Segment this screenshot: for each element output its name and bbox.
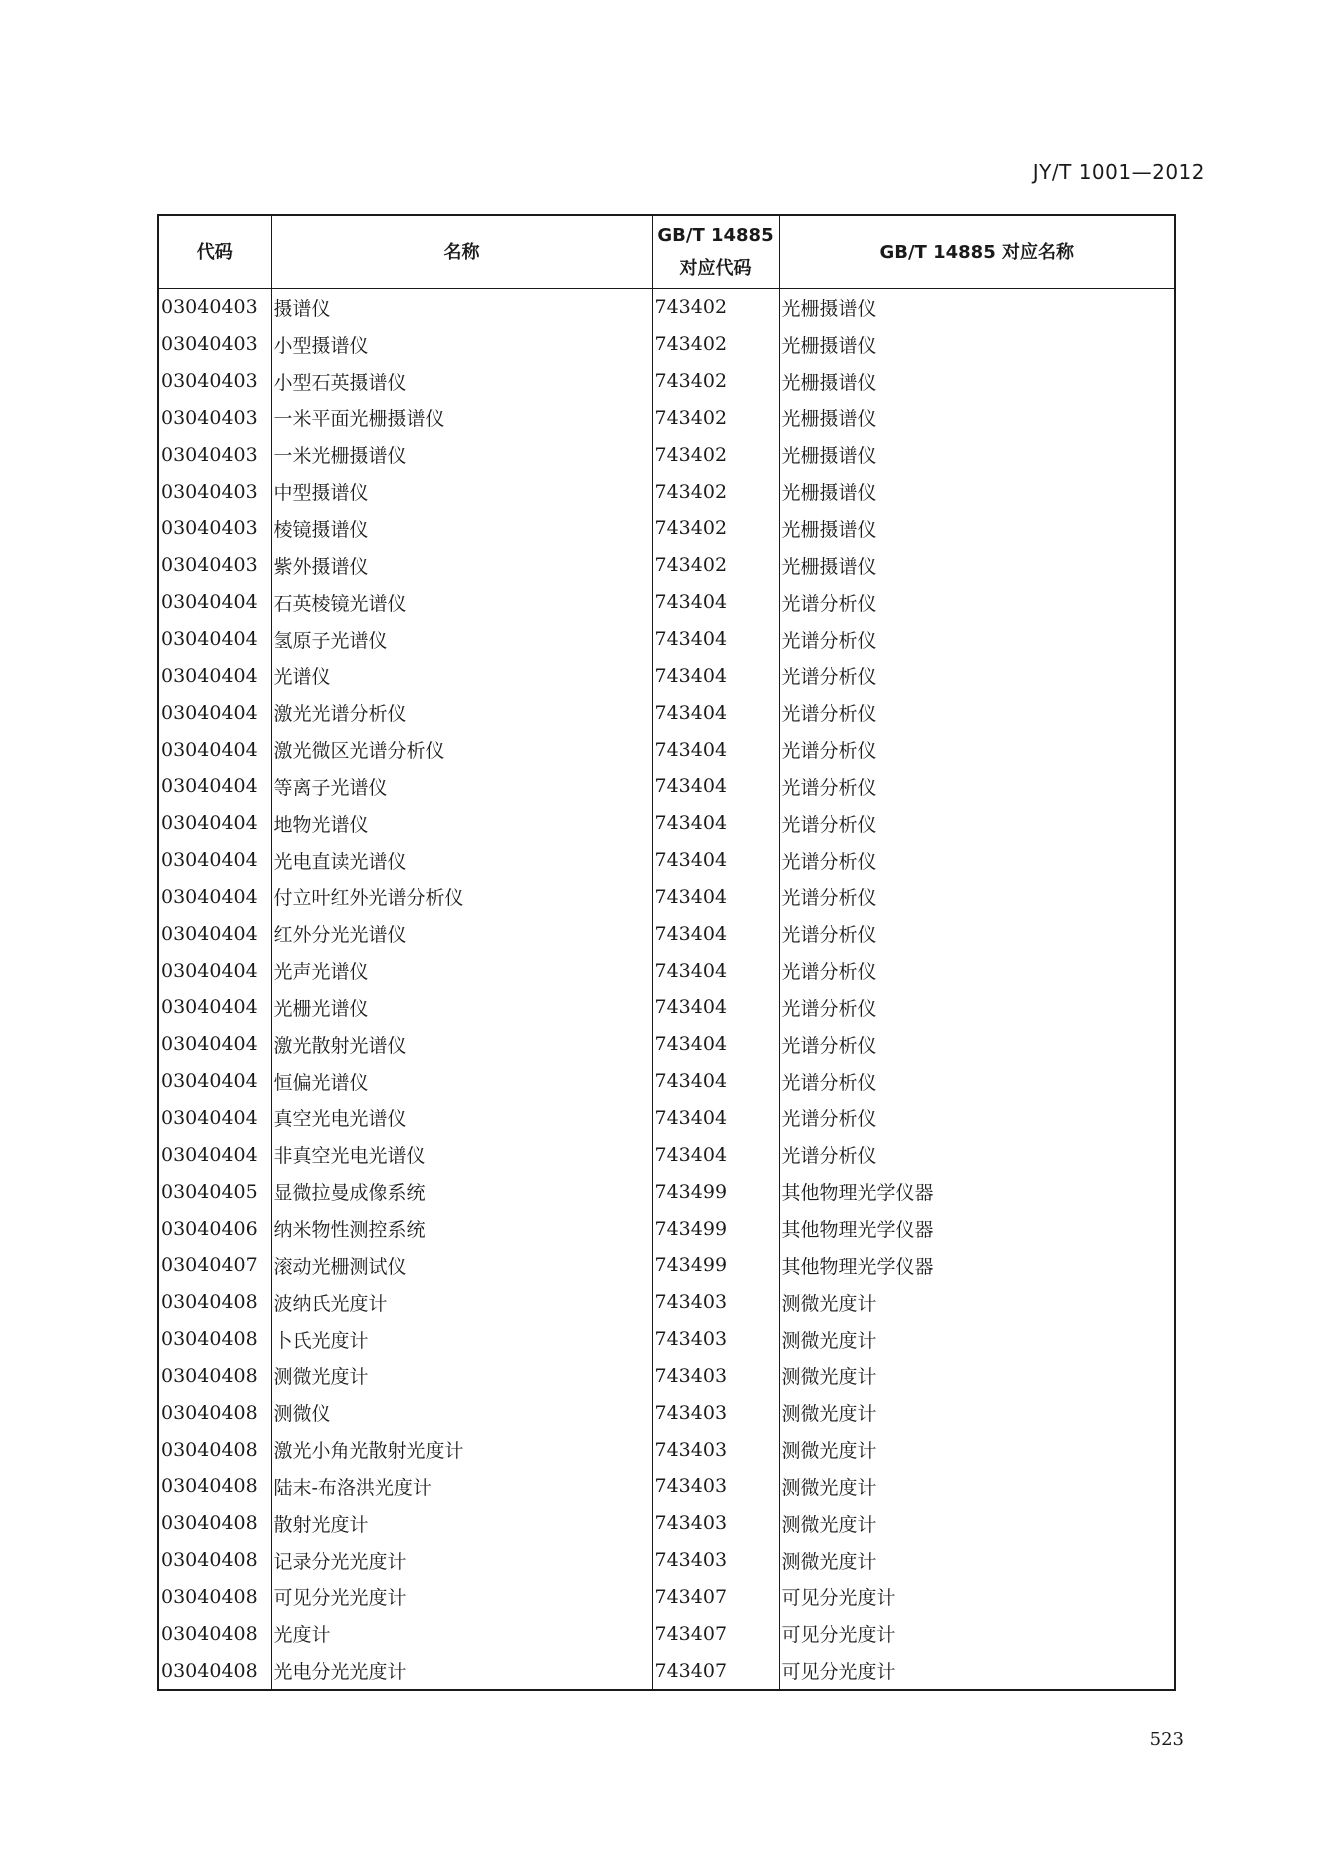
cell-gb-code: 743402 [652,436,779,473]
cell-name: 光电直读光谱仪 [271,842,652,879]
table-body [158,289,1175,1691]
cell-gb-code: 743403 [652,1468,779,1505]
cell-name: 紫外摄谱仪 [271,547,652,584]
cell-code: 03040404 [158,657,271,694]
cell-name: 付立叶红外光谱分析仪 [271,879,652,916]
cell-gb-code: 743404 [652,952,779,989]
table-row [158,363,1175,400]
table-row [158,1652,1175,1690]
cell-gb-name: 光谱分析仪 [779,584,1175,621]
table-row [158,1505,1175,1542]
cell-name: 激光微区光谱分析仪 [271,731,652,768]
cell-code: 03040404 [158,989,271,1026]
cell-gb-name: 测微光度计 [779,1284,1175,1321]
table-row [158,1615,1175,1652]
table-header-row [158,215,1175,289]
cell-code: 03040403 [158,547,271,584]
cell-gb-name: 光谱分析仪 [779,952,1175,989]
cell-gb-code: 743404 [652,989,779,1026]
cell-name: 测微仪 [271,1394,652,1431]
cell-code: 03040408 [158,1542,271,1579]
cell-code: 03040408 [158,1579,271,1616]
cell-gb-code: 743404 [652,768,779,805]
cell-gb-code: 743404 [652,1100,779,1137]
cell-code: 03040403 [158,510,271,547]
cell-gb-code: 743407 [652,1615,779,1652]
cell-gb-name: 测微光度计 [779,1505,1175,1542]
cell-code: 03040408 [158,1652,271,1690]
cell-name: 激光散射光谱仪 [271,1026,652,1063]
cell-gb-name: 光谱分析仪 [779,768,1175,805]
cell-gb-code: 743403 [652,1431,779,1468]
cell-gb-code: 743403 [652,1321,779,1358]
cell-name: 测微光度计 [271,1357,652,1394]
cell-name: 氢原子光谱仪 [271,621,652,658]
cell-gb-code: 743403 [652,1284,779,1321]
cell-gb-code: 743404 [652,879,779,916]
table-row [158,1431,1175,1468]
cell-gb-name: 光谱分析仪 [779,915,1175,952]
table-row [158,1357,1175,1394]
cell-name: 波纳氏光度计 [271,1284,652,1321]
header-gb-name: GB/T 14885 对应名称 [779,215,1175,289]
table-row [158,657,1175,694]
cell-gb-name: 光谱分析仪 [779,1026,1175,1063]
cell-code: 03040403 [158,289,271,326]
table-row [158,694,1175,731]
cell-gb-code: 743402 [652,400,779,437]
cell-name: 棱镜摄谱仪 [271,510,652,547]
table-row [158,1542,1175,1579]
cell-gb-code: 743404 [652,1063,779,1100]
cell-gb-code: 743404 [652,621,779,658]
cell-name: 光栅光谱仪 [271,989,652,1026]
cell-gb-name: 其他物理光学仪器 [779,1210,1175,1247]
table-row [158,547,1175,584]
cell-code: 03040406 [158,1210,271,1247]
table-row [158,584,1175,621]
cell-gb-name: 测微光度计 [779,1394,1175,1431]
cell-name: 散射光度计 [271,1505,652,1542]
cell-gb-code: 743402 [652,289,779,326]
cell-code: 03040404 [158,915,271,952]
cell-name: 显微拉曼成像系统 [271,1173,652,1210]
cell-gb-name: 光栅摄谱仪 [779,473,1175,510]
cell-name: 非真空光电光谱仪 [271,1136,652,1173]
table-row [158,326,1175,363]
cell-gb-code: 743403 [652,1505,779,1542]
cell-gb-code: 743407 [652,1652,779,1690]
cell-name: 石英棱镜光谱仪 [271,584,652,621]
cell-gb-code: 743404 [652,805,779,842]
table-row [158,1100,1175,1137]
cell-gb-name: 光栅摄谱仪 [779,289,1175,326]
cell-code: 03040404 [158,1136,271,1173]
cell-code: 03040404 [158,621,271,658]
cell-name: 小型摄谱仪 [271,326,652,363]
cell-gb-name: 光谱分析仪 [779,879,1175,916]
cell-code: 03040403 [158,400,271,437]
cell-gb-name: 光谱分析仪 [779,1136,1175,1173]
table-row [158,1026,1175,1063]
cell-gb-name: 光栅摄谱仪 [779,510,1175,547]
cell-code: 03040408 [158,1357,271,1394]
cell-gb-name: 光谱分析仪 [779,989,1175,1026]
cell-name: 可见分光光度计 [271,1579,652,1616]
table-row [158,842,1175,879]
cell-gb-name: 测微光度计 [779,1542,1175,1579]
cell-gb-name: 光栅摄谱仪 [779,436,1175,473]
cell-name: 光电分光光度计 [271,1652,652,1690]
cell-gb-name: 可见分光度计 [779,1652,1175,1690]
code-mapping-table [157,214,1176,1691]
cell-gb-code: 743499 [652,1173,779,1210]
header-code: 代码 [158,215,271,289]
cell-code: 03040408 [158,1284,271,1321]
cell-gb-name: 光栅摄谱仪 [779,400,1175,437]
table-row [158,621,1175,658]
table-row [158,1210,1175,1247]
cell-name: 一米光栅摄谱仪 [271,436,652,473]
cell-gb-name: 光谱分析仪 [779,694,1175,731]
table-row [158,1063,1175,1100]
cell-gb-name: 光谱分析仪 [779,657,1175,694]
table-row [158,1394,1175,1431]
cell-code: 03040404 [158,768,271,805]
header-gb-code-line1: GB/T 14885 [657,225,774,246]
table-row [158,915,1175,952]
cell-name: 光谱仪 [271,657,652,694]
cell-code: 03040404 [158,952,271,989]
cell-gb-code: 743402 [652,326,779,363]
cell-name: 一米平面光栅摄谱仪 [271,400,652,437]
cell-gb-code: 743404 [652,1136,779,1173]
cell-code: 03040404 [158,694,271,731]
page-number: 523 [1149,1729,1184,1750]
cell-name: 等离子光谱仪 [271,768,652,805]
cell-name: 真空光电光谱仪 [271,1100,652,1137]
cell-gb-name: 光谱分析仪 [779,1100,1175,1137]
cell-name: 陆末-布洛洪光度计 [271,1468,652,1505]
cell-gb-name: 可见分光度计 [779,1579,1175,1616]
table-row [158,879,1175,916]
cell-gb-code: 743402 [652,473,779,510]
cell-gb-code: 743403 [652,1394,779,1431]
cell-gb-name: 光谱分析仪 [779,1063,1175,1100]
cell-code: 03040408 [158,1431,271,1468]
cell-code: 03040403 [158,436,271,473]
cell-gb-name: 光谱分析仪 [779,621,1175,658]
cell-name: 光声光谱仪 [271,952,652,989]
cell-code: 03040404 [158,731,271,768]
cell-gb-code: 743402 [652,510,779,547]
cell-code: 03040404 [158,1026,271,1063]
standard-code: JY/T 1001—2012 [1032,160,1205,184]
cell-code: 03040408 [158,1505,271,1542]
table-row [158,989,1175,1026]
cell-name: 激光光谱分析仪 [271,694,652,731]
cell-gb-code: 743499 [652,1210,779,1247]
cell-gb-code: 743402 [652,363,779,400]
table-row [158,510,1175,547]
table-row [158,1579,1175,1616]
cell-name: 激光小角光散射光度计 [271,1431,652,1468]
header-name: 名称 [271,215,652,289]
cell-code: 03040405 [158,1173,271,1210]
cell-name: 中型摄谱仪 [271,473,652,510]
cell-name: 记录分光光度计 [271,1542,652,1579]
table-row [158,1284,1175,1321]
table-row [158,400,1175,437]
cell-code: 03040403 [158,326,271,363]
cell-name: 纳米物性测控系统 [271,1210,652,1247]
cell-gb-code: 743407 [652,1579,779,1616]
cell-gb-code: 743402 [652,547,779,584]
cell-gb-code: 743499 [652,1247,779,1284]
table-row [158,473,1175,510]
cell-gb-code: 743404 [652,915,779,952]
cell-gb-name: 光谱分析仪 [779,805,1175,842]
cell-gb-code: 743404 [652,842,779,879]
cell-gb-name: 光栅摄谱仪 [779,547,1175,584]
cell-gb-name: 光栅摄谱仪 [779,326,1175,363]
table-row [158,1468,1175,1505]
cell-gb-name: 光谱分析仪 [779,731,1175,768]
cell-code: 03040407 [158,1247,271,1284]
table-row [158,1136,1175,1173]
cell-code: 03040408 [158,1615,271,1652]
cell-code: 03040403 [158,473,271,510]
header-gb-code-line2: 对应代码 [679,258,752,279]
cell-gb-code: 743403 [652,1542,779,1579]
cell-code: 03040403 [158,363,271,400]
table-row [158,1247,1175,1284]
cell-code: 03040404 [158,842,271,879]
cell-name: 摄谱仪 [271,289,652,326]
cell-gb-code: 743404 [652,694,779,731]
cell-code: 03040408 [158,1321,271,1358]
cell-gb-code: 743403 [652,1357,779,1394]
cell-gb-name: 测微光度计 [779,1468,1175,1505]
cell-code: 03040404 [158,879,271,916]
cell-gb-name: 测微光度计 [779,1321,1175,1358]
cell-name: 红外分光光谱仪 [271,915,652,952]
cell-gb-name: 其他物理光学仪器 [779,1247,1175,1284]
cell-gb-name: 可见分光度计 [779,1615,1175,1652]
cell-name: 恒偏光谱仪 [271,1063,652,1100]
cell-code: 03040404 [158,1063,271,1100]
cell-code: 03040404 [158,584,271,621]
cell-name: 滚动光栅测试仪 [271,1247,652,1284]
cell-name: 卜氏光度计 [271,1321,652,1358]
cell-gb-code: 743404 [652,584,779,621]
cell-code: 03040408 [158,1394,271,1431]
cell-gb-code: 743404 [652,657,779,694]
cell-name: 地物光谱仪 [271,805,652,842]
cell-code: 03040404 [158,805,271,842]
table-row [158,1321,1175,1358]
table-row [158,768,1175,805]
table-row [158,731,1175,768]
cell-gb-name: 光栅摄谱仪 [779,363,1175,400]
header-gb-code [652,215,779,289]
table-row [158,1173,1175,1210]
table-row [158,436,1175,473]
cell-gb-name: 测微光度计 [779,1357,1175,1394]
cell-gb-name: 光谱分析仪 [779,842,1175,879]
cell-name: 小型石英摄谱仪 [271,363,652,400]
cell-gb-code: 743404 [652,1026,779,1063]
cell-gb-name: 测微光度计 [779,1431,1175,1468]
table-row [158,952,1175,989]
table-row [158,289,1175,326]
cell-gb-code: 743404 [652,731,779,768]
cell-gb-name: 其他物理光学仪器 [779,1173,1175,1210]
cell-code: 03040408 [158,1468,271,1505]
cell-code: 03040404 [158,1100,271,1137]
table-row [158,805,1175,842]
cell-name: 光度计 [271,1615,652,1652]
